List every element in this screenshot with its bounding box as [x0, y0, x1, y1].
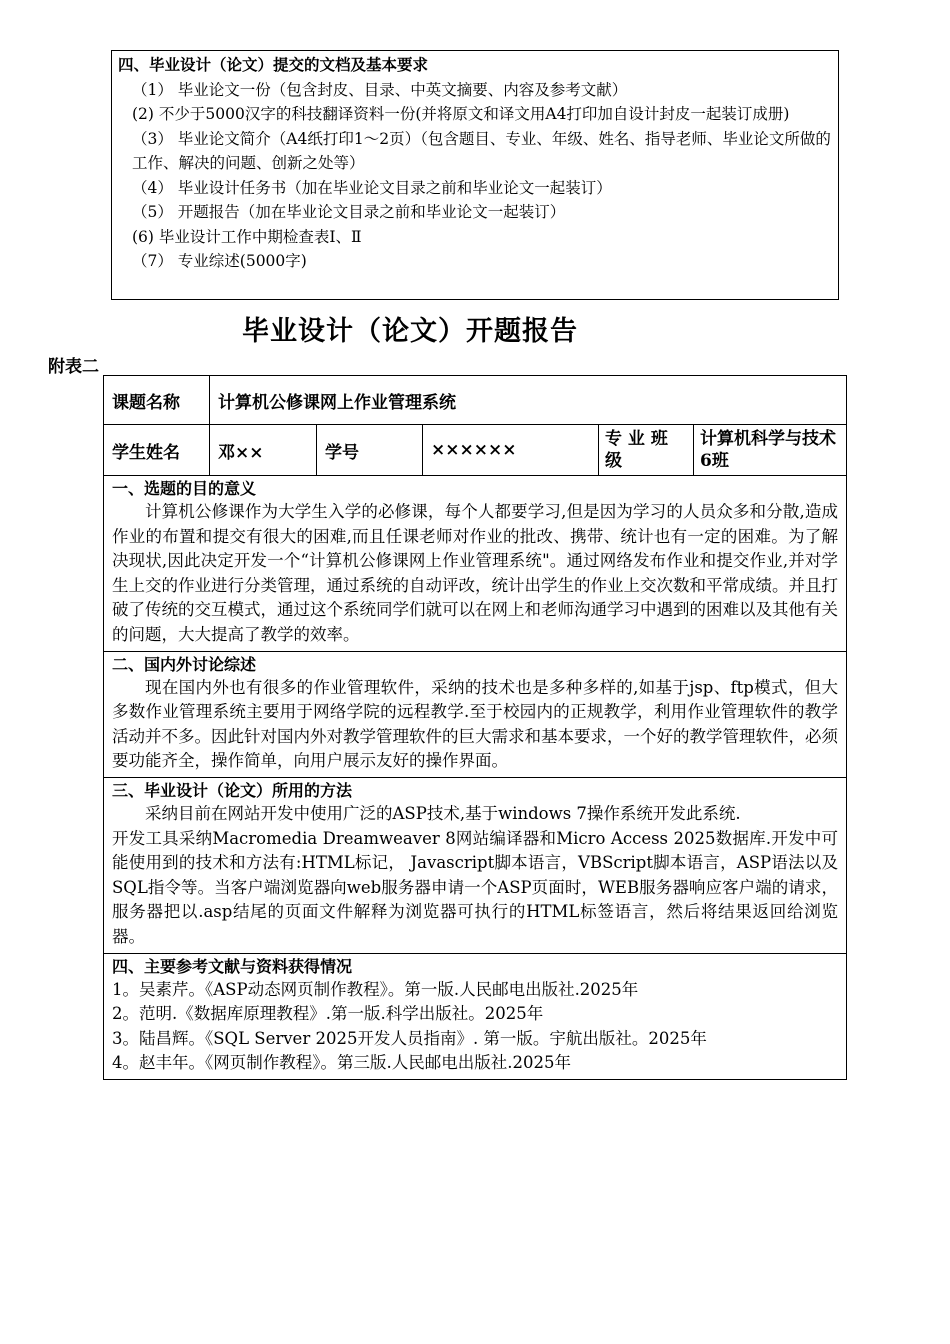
section-heading: 四、主要参考文献与资料获得情况	[112, 956, 353, 976]
id-label: 学号	[317, 425, 423, 475]
section-heading: 二、国内外讨论综述	[112, 654, 257, 674]
appendix-label: 附表二	[48, 357, 99, 377]
section-text: 计算机公修课作为大学生入学的必修课，每个人都要学习,但是因为学习的人员众多和分散,造成作业的布置和提交有很大的困难,而且任课老师对作业的批改、携带、统计也有一定的困难。为了解决现状,因此决定开发一个“计算机公修课网上作业管理系统"。通过网络发布作业和提交作业,并对学生上交的作业进行分类管理，通过系统的自动评改，统计出学生的作业上交次数和平常成绩。并且打破了传统的交互模式，通过这个系统同学们就可以在网上和老师沟通学习中遇到的困难以及其他有关的问题，大大提高了教学的效率。	[112, 502, 838, 644]
requirement-item: （7） 专业综述(5000字)	[132, 252, 307, 270]
proposal-form	[103, 375, 847, 1080]
topic-label: 课题名称	[104, 376, 210, 424]
section-purpose	[104, 476, 846, 652]
reference-item: 2。范明.《数据库原理教程》.第一版.科学出版社。2025年	[112, 1004, 544, 1024]
reference-item: 4。赵丰年。《网页制作教程》。第三版.人民邮电出版社.2025年	[112, 1053, 571, 1073]
reference-item: 3。陆昌辉。《SQL Server 2025开发人员指南》. 第一版。宇航出版社。2025年	[112, 1028, 707, 1048]
requirement-item: （5） 开题报告（加在毕业论文目录之前和毕业论文一起装订）	[132, 203, 566, 221]
topic-value: 计算机公修课网上作业管理系统	[218, 392, 456, 413]
requirement-item: (6) 毕业设计工作中期检查表Ⅰ、Ⅱ	[132, 227, 362, 246]
student-value: 邓××	[210, 425, 317, 475]
requirement-item: （1） 毕业论文一份（包含封皮、目录、中英文摘要、内容及参考文献）	[132, 80, 628, 99]
section-review	[104, 652, 846, 778]
class-value: 计算机科学与技术6班	[700, 429, 836, 471]
section-references	[104, 954, 846, 1079]
section-text: 开发工具采纳Macromedia Dreamweaver 8网站编译器和Micro Access 2025数据库.开发中可能使用到的技术和方法有:HTML标记， Javascript脚本语言，VBScript脚本语言，ASP语法以及SQL指令等。当客户端浏览器向web服务器申请一个ASP页面时，WEB服务器响应客户端的请求，服务器把以.asp结尾的页面文件解释为浏览器可执行的HTML标签语言，然后将结果返回给浏览器。	[112, 828, 838, 946]
topic-row	[104, 376, 846, 425]
reference-item: 1。吴素芹。《ASP动态网页制作教程》。第一版.人民邮电出版社.2025年	[112, 979, 639, 999]
id-value: ××××××	[423, 425, 599, 475]
section-text: 采纳目前在网站开发中使用广泛的ASP技术,基于windows 7操作系统开发此系统.	[145, 803, 741, 823]
requirement-item: (2) 不少于5000汉字的科技翻译资料一份(并将原文和译文用A4打印加自设计封皮一起装订成册)	[132, 105, 790, 123]
class-label: 专 业 班 级	[599, 425, 694, 475]
requirement-item: （4） 毕业设计任务书（加在毕业论文目录之前和毕业论文一起装订）	[132, 178, 612, 197]
section-heading: 一、选题的目的意义	[112, 479, 257, 498]
section-heading: 三、毕业设计（论文）所用的方法	[112, 780, 353, 800]
section-text: 现在国内外也有很多的作业管理软件，采纳的技术也是多种多样的,如基于jsp、ftp模式，但大多数作业管理系统主要用于网络学院的远程教学.至于校园内的正规教学，利用作业管理软件的教学活动并不多。因此针对国内外对教学管理软件的巨大需求和基本要求，一个好的教学管理软件，必须要功能齐全，操作简单，向用户展示友好的操作界面。	[112, 677, 838, 771]
requirements-heading: 四、毕业设计（论文）提交的文档及基本要求	[118, 55, 429, 74]
report-title: 毕业设计（论文）开题报告	[242, 316, 578, 347]
requirements-box	[111, 50, 839, 300]
requirement-item: （3） 毕业论文简介（A4纸打印1～2页）（包含题目、专业、年级、姓名、指导老师、毕业论文所做的工作、解决的问题、创新之处等）	[132, 129, 831, 172]
student-row	[104, 425, 846, 476]
student-label: 学生姓名	[104, 425, 210, 475]
section-methods	[104, 778, 846, 954]
